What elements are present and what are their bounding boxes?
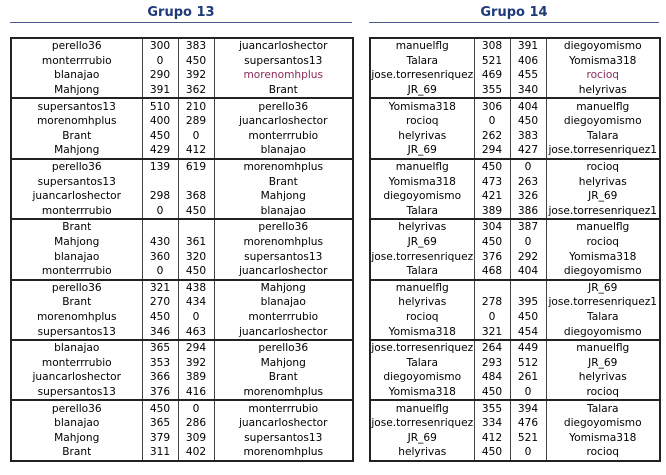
- home-score: [142, 174, 178, 189]
- away-player: diegoyomismo: [546, 416, 660, 431]
- match-row: [370, 324, 660, 340]
- match-row: [370, 38, 660, 54]
- away-score: 619: [178, 159, 214, 175]
- match-row: [11, 68, 353, 83]
- away-player: diegoyomismo: [546, 264, 660, 280]
- home-score: 469: [474, 68, 510, 83]
- away-score: 263: [510, 174, 546, 189]
- away-player: Yomisma318: [546, 249, 660, 264]
- away-player: perello36: [214, 219, 353, 235]
- home-score: 484: [474, 370, 510, 385]
- home-score: 366: [142, 370, 178, 385]
- home-score: 321: [474, 324, 510, 340]
- match-row: [370, 249, 660, 264]
- home-score: 264: [474, 340, 510, 356]
- home-score: 304: [474, 219, 510, 235]
- home-score: 306: [474, 98, 510, 114]
- home-player: diegoyomismo: [383, 190, 462, 203]
- match-row: [370, 159, 660, 175]
- home-score: 360: [142, 249, 178, 264]
- match-row: [370, 370, 660, 385]
- away-player: supersantos13: [214, 430, 353, 445]
- home-score: 379: [142, 430, 178, 445]
- home-player: monterrrubio: [41, 204, 112, 217]
- home-player: Yomisma318: [388, 385, 456, 398]
- match-row: [11, 400, 353, 416]
- away-player: helyrivas: [546, 174, 660, 189]
- match-row: [370, 340, 660, 356]
- home-player: manuelflg: [370, 400, 474, 416]
- away-score: 449: [510, 340, 546, 356]
- away-player: monterrrubio: [214, 129, 353, 144]
- home-score: 450: [474, 445, 510, 461]
- away-score: 361: [178, 235, 214, 250]
- away-player: rocioq: [546, 445, 660, 461]
- away-score: 476: [510, 416, 546, 431]
- home-score: 139: [142, 159, 178, 175]
- home-score: 450: [142, 400, 178, 416]
- away-player: jose.torresenriquez1: [546, 143, 660, 159]
- away-player: Talara: [546, 310, 660, 325]
- home-player: Mahjong: [54, 431, 100, 444]
- away-player: rocioq: [546, 385, 660, 401]
- away-score: 463: [178, 324, 214, 340]
- away-score: 286: [178, 416, 214, 431]
- away-score: 0: [510, 385, 546, 401]
- home-player: monterrrubio: [41, 356, 112, 369]
- match-row: [11, 38, 353, 54]
- home-player: blanajao: [11, 340, 142, 356]
- away-score: 340: [510, 83, 546, 99]
- away-score: 292: [510, 249, 546, 264]
- away-player: Mahjong: [214, 280, 353, 296]
- away-player: perello36: [214, 98, 353, 114]
- group-14-results-table: [369, 37, 661, 462]
- group-13-results-table: [10, 37, 354, 462]
- home-score: 298: [142, 189, 178, 204]
- home-player: Brant: [62, 446, 92, 459]
- match-row: [11, 159, 353, 175]
- group-14-results-body: [370, 38, 660, 461]
- home-score: 278: [474, 295, 510, 310]
- match-row: [370, 385, 660, 401]
- away-player: morenomhplus: [214, 445, 353, 461]
- away-player: juancarloshector: [214, 114, 353, 129]
- away-score: 326: [510, 189, 546, 204]
- home-score: 450: [142, 129, 178, 144]
- home-player: blanajao: [54, 417, 100, 430]
- away-player: morenomhplus: [214, 159, 353, 175]
- group-13-results-body: [11, 38, 353, 461]
- away-score: 0: [510, 159, 546, 175]
- home-player: blanajao: [54, 69, 100, 82]
- home-player: JR_69: [407, 431, 437, 444]
- away-player: jose.torresenriquez1: [546, 295, 660, 310]
- home-player: monterrrubio: [41, 54, 112, 67]
- match-row: [11, 143, 353, 159]
- home-player: monterrrubio: [41, 265, 112, 278]
- away-player: morenomhplus: [214, 385, 353, 401]
- away-score: 320: [178, 249, 214, 264]
- away-player: JR_69: [546, 280, 660, 296]
- home-score: 300: [142, 38, 178, 54]
- away-score: [510, 280, 546, 296]
- home-score: 450: [474, 235, 510, 250]
- home-player: Mahjong: [54, 84, 100, 97]
- match-row: [370, 98, 660, 114]
- away-score: 383: [178, 38, 214, 54]
- away-score: 394: [510, 400, 546, 416]
- home-player: juancarloshector: [32, 371, 122, 384]
- away-score: 362: [178, 83, 214, 99]
- away-score: 387: [510, 219, 546, 235]
- home-score: 293: [474, 355, 510, 370]
- match-row: [11, 98, 353, 114]
- match-row: [11, 83, 353, 99]
- home-player: perello36: [11, 280, 142, 296]
- away-player: rocioq: [546, 235, 660, 250]
- home-score: 355: [474, 400, 510, 416]
- home-score: 262: [474, 129, 510, 144]
- group-14-underline: [369, 22, 659, 23]
- home-player: Mahjong: [54, 144, 100, 157]
- home-player: Talara: [406, 356, 438, 369]
- home-score: 376: [474, 249, 510, 264]
- home-player: manuelflg: [395, 40, 449, 53]
- away-player: juancarloshector: [214, 416, 353, 431]
- home-player: perello36: [11, 400, 142, 416]
- away-player: rocioq: [546, 68, 660, 83]
- away-score: 406: [510, 54, 546, 69]
- away-score: 521: [510, 430, 546, 445]
- home-score: 450: [142, 310, 178, 325]
- away-player: jose.torresenriquez1: [546, 204, 660, 220]
- home-player: rocioq: [405, 310, 439, 323]
- away-score: 450: [510, 114, 546, 129]
- match-row: [370, 114, 660, 129]
- match-row: [370, 204, 660, 220]
- away-player: diegoyomismo: [546, 38, 660, 54]
- home-score: 450: [474, 159, 510, 175]
- home-player: Talara: [406, 204, 438, 217]
- home-score: 391: [142, 83, 178, 99]
- away-score: 0: [510, 235, 546, 250]
- home-player: supersantos13: [11, 98, 142, 114]
- home-player: Talara: [406, 54, 438, 67]
- home-score: [142, 219, 178, 235]
- away-score: 450: [178, 204, 214, 220]
- match-row: [370, 189, 660, 204]
- match-row: [370, 416, 660, 431]
- match-row: [11, 264, 353, 280]
- group-13-title: Grupo 13: [147, 5, 215, 20]
- home-player: JR_69: [407, 144, 437, 157]
- match-row: [11, 416, 353, 431]
- home-score: 473: [474, 174, 510, 189]
- home-score: 429: [142, 143, 178, 159]
- match-row: [11, 249, 353, 264]
- home-player: helyrivas: [398, 296, 447, 309]
- home-score: 311: [142, 445, 178, 461]
- away-player: Brant: [214, 83, 353, 99]
- away-score: 309: [178, 430, 214, 445]
- home-player: Brant: [62, 129, 92, 142]
- home-score: 0: [474, 114, 510, 129]
- match-row: [370, 355, 660, 370]
- away-player: helyrivas: [546, 370, 660, 385]
- home-score: 290: [142, 68, 178, 83]
- away-score: 404: [510, 264, 546, 280]
- match-row: [370, 54, 660, 69]
- home-player: Talara: [406, 265, 438, 278]
- home-player: Yomisma318: [388, 175, 456, 188]
- match-row: [370, 143, 660, 159]
- home-score: 270: [142, 295, 178, 310]
- away-player: Yomisma318: [546, 430, 660, 445]
- home-player: blanajao: [54, 250, 100, 263]
- match-row: [11, 430, 353, 445]
- home-player: manuelflg: [370, 159, 474, 175]
- away-player: Brant: [214, 370, 353, 385]
- away-score: 261: [510, 370, 546, 385]
- away-player: Talara: [546, 400, 660, 416]
- home-score: 365: [142, 340, 178, 356]
- away-score: 386: [510, 204, 546, 220]
- away-player: helyrivas: [546, 83, 660, 99]
- away-player: supersantos13: [214, 54, 353, 69]
- home-player: Brant: [62, 296, 92, 309]
- group-13-underline: [10, 22, 352, 23]
- away-player: diegoyomismo: [546, 324, 660, 340]
- away-score: 383: [510, 129, 546, 144]
- match-row: [370, 280, 660, 296]
- away-score: 438: [178, 280, 214, 296]
- away-player: juancarloshector: [214, 264, 353, 280]
- away-score: 450: [510, 310, 546, 325]
- away-player: manuelflg: [546, 219, 660, 235]
- away-player: juancarloshector: [214, 324, 353, 340]
- away-score: [178, 174, 214, 189]
- home-score: 421: [474, 189, 510, 204]
- away-player: blanajao: [214, 204, 353, 220]
- match-row: [11, 295, 353, 310]
- match-row: [370, 445, 660, 461]
- home-score: 0: [142, 204, 178, 220]
- home-score: 0: [142, 264, 178, 280]
- away-player: Yomisma318: [546, 54, 660, 69]
- home-player: manuelflg: [370, 280, 474, 296]
- home-player: supersantos13: [37, 325, 116, 338]
- match-row: [11, 280, 353, 296]
- home-score: 400: [142, 114, 178, 129]
- home-player: helyrivas: [398, 129, 447, 142]
- home-score: [474, 280, 510, 296]
- away-player: morenomhplus: [214, 68, 353, 83]
- away-player: JR_69: [546, 189, 660, 204]
- away-player: manuelflg: [546, 98, 660, 114]
- match-row: [11, 370, 353, 385]
- away-player: perello36: [214, 340, 353, 356]
- away-player: supersantos13: [214, 249, 353, 264]
- match-row: [11, 54, 353, 69]
- away-score: 392: [178, 68, 214, 83]
- away-player: monterrrubio: [214, 400, 353, 416]
- away-score: 412: [178, 143, 214, 159]
- away-score: 512: [510, 355, 546, 370]
- away-score: 0: [178, 129, 214, 144]
- home-score: 430: [142, 235, 178, 250]
- home-player: Brant: [11, 219, 142, 235]
- away-score: 391: [510, 38, 546, 54]
- match-row: [370, 295, 660, 310]
- away-player: Mahjong: [214, 355, 353, 370]
- match-row: [11, 445, 353, 461]
- match-row: [11, 324, 353, 340]
- home-player: JR_69: [407, 236, 437, 249]
- match-row: [11, 114, 353, 129]
- match-row: [11, 219, 353, 235]
- away-score: 395: [510, 295, 546, 310]
- home-player: jose.torresenriquez: [371, 69, 474, 82]
- away-score: 289: [178, 114, 214, 129]
- home-player: perello36: [51, 40, 102, 53]
- match-row: [11, 340, 353, 356]
- home-player: rocioq: [405, 115, 439, 128]
- away-score: 434: [178, 295, 214, 310]
- match-row: [11, 204, 353, 220]
- home-score: 334: [474, 416, 510, 431]
- away-player: manuelflg: [546, 340, 660, 356]
- home-score: 468: [474, 264, 510, 280]
- home-score: 308: [474, 38, 510, 54]
- match-row: [370, 174, 660, 189]
- home-player: Mahjong: [54, 236, 100, 249]
- home-player: morenomhplus: [36, 115, 117, 128]
- match-row: [370, 310, 660, 325]
- home-score: 365: [142, 416, 178, 431]
- home-score: 353: [142, 355, 178, 370]
- match-row: [11, 310, 353, 325]
- home-player: juancarloshector: [32, 190, 122, 203]
- away-player: morenomhplus: [214, 235, 353, 250]
- home-player: morenomhplus: [36, 310, 117, 323]
- match-row: [370, 400, 660, 416]
- away-score: 404: [510, 98, 546, 114]
- away-score: 455: [510, 68, 546, 83]
- match-row: [370, 68, 660, 83]
- home-score: 355: [474, 83, 510, 99]
- match-row: [11, 385, 353, 401]
- home-player: supersantos13: [37, 175, 116, 188]
- home-score: 376: [142, 385, 178, 401]
- away-score: 450: [178, 54, 214, 69]
- home-score: 521: [474, 54, 510, 69]
- home-player: helyrivas: [398, 446, 447, 459]
- home-score: 0: [474, 310, 510, 325]
- group-14-title: Grupo 14: [480, 5, 548, 20]
- home-score: 0: [142, 54, 178, 69]
- home-player: jose.torresenriquez: [370, 340, 474, 356]
- match-row: [370, 235, 660, 250]
- away-player: blanajao: [214, 295, 353, 310]
- away-player: diegoyomismo: [546, 114, 660, 129]
- home-score: 321: [142, 280, 178, 296]
- away-score: 392: [178, 355, 214, 370]
- home-score: 389: [474, 204, 510, 220]
- home-player: diegoyomismo: [383, 371, 462, 384]
- home-player: supersantos13: [37, 385, 116, 398]
- away-score: 450: [178, 264, 214, 280]
- home-player: perello36: [11, 159, 142, 175]
- match-row: [11, 129, 353, 144]
- away-score: 454: [510, 324, 546, 340]
- away-player: rocioq: [546, 159, 660, 175]
- away-score: [178, 219, 214, 235]
- match-row: [370, 129, 660, 144]
- away-player: Talara: [546, 129, 660, 144]
- match-row: [11, 355, 353, 370]
- away-player: blanajao: [214, 143, 353, 159]
- away-score: 402: [178, 445, 214, 461]
- match-row: [11, 189, 353, 204]
- home-player: JR_69: [407, 84, 437, 97]
- home-player: jose.torresenriquez: [371, 417, 474, 430]
- away-player: Brant: [214, 174, 353, 189]
- home-score: 510: [142, 98, 178, 114]
- away-score: 427: [510, 143, 546, 159]
- away-player: juancarloshector: [214, 38, 353, 54]
- away-score: 416: [178, 385, 214, 401]
- away-score: 0: [178, 400, 214, 416]
- match-row: [11, 235, 353, 250]
- home-player: jose.torresenriquez: [371, 250, 474, 263]
- away-score: 210: [178, 98, 214, 114]
- away-player: monterrrubio: [214, 310, 353, 325]
- home-score: 294: [474, 143, 510, 159]
- away-score: 0: [510, 445, 546, 461]
- match-row: [370, 219, 660, 235]
- away-player: Mahjong: [214, 189, 353, 204]
- away-score: 0: [178, 310, 214, 325]
- away-score: 294: [178, 340, 214, 356]
- away-score: 368: [178, 189, 214, 204]
- home-score: 346: [142, 324, 178, 340]
- match-row: [11, 174, 353, 189]
- match-row: [370, 83, 660, 99]
- match-row: [370, 430, 660, 445]
- home-player: Yomisma318: [370, 98, 474, 114]
- home-score: 412: [474, 430, 510, 445]
- away-score: 389: [178, 370, 214, 385]
- home-player: helyrivas: [370, 219, 474, 235]
- match-row: [370, 264, 660, 280]
- home-player: Yomisma318: [388, 325, 456, 338]
- home-score: 450: [474, 385, 510, 401]
- away-player: JR_69: [546, 355, 660, 370]
